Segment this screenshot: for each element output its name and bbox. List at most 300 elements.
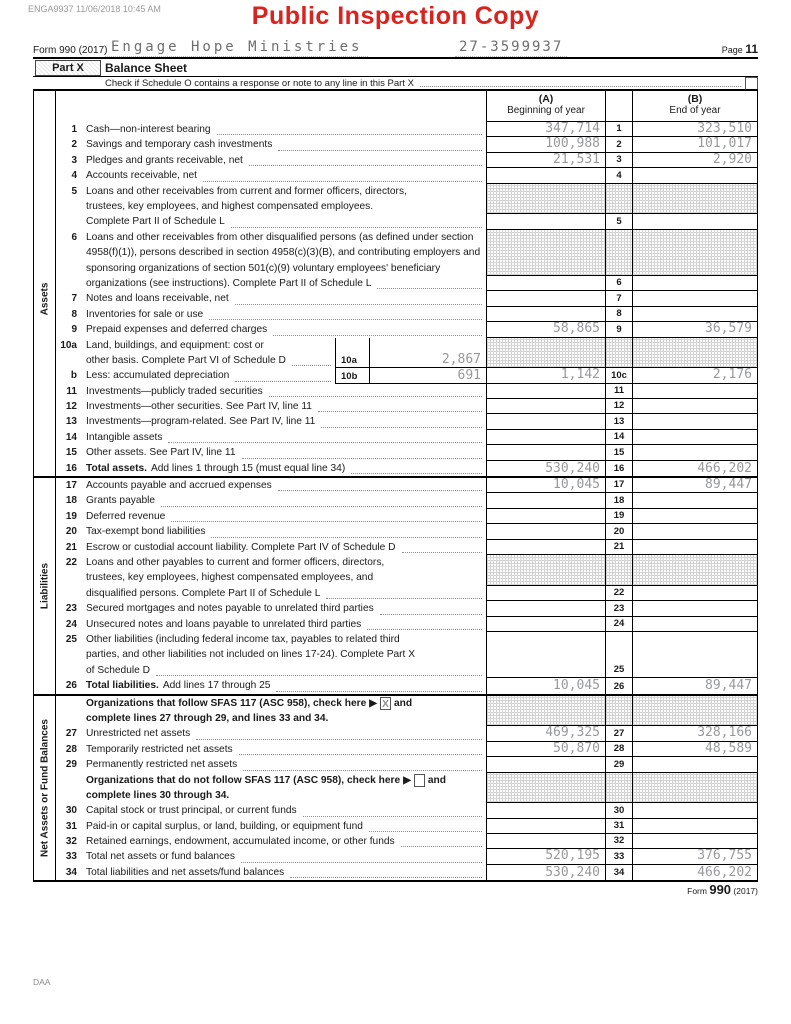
page-label: Page [721, 45, 743, 55]
line-text [86, 555, 486, 570]
line-id [56, 678, 86, 693]
table-row [56, 291, 757, 306]
dotted-leader [217, 122, 482, 135]
line-number-cell [606, 865, 632, 880]
line-text-content: Organizations that follow SFAS 117 (ASC 958), check here [86, 697, 367, 709]
description-header-spacer [56, 91, 486, 122]
footer-form-number: 990 [709, 882, 732, 897]
line-text-content: Pledges and grants receivable, net [86, 154, 243, 166]
value-row [606, 461, 632, 476]
line-description [86, 137, 486, 152]
value-b: 466,202 [697, 460, 752, 476]
section-label: Net Assets or Fund Balances [39, 718, 50, 857]
shaded-area [606, 338, 632, 368]
line-text-content: Capital stock or trust principal, or current funds [86, 805, 297, 817]
value-row [633, 601, 757, 615]
dotted-leader [420, 86, 741, 87]
table-row [56, 153, 757, 168]
value-a-cell [486, 493, 606, 508]
line-id-text: 16 [65, 462, 77, 474]
section-label: Liabilities [39, 562, 50, 609]
line-id-text: 32 [65, 836, 77, 848]
shaded-area [633, 773, 757, 803]
shaded-area [633, 555, 757, 586]
line-text [86, 663, 486, 678]
value-row [633, 757, 757, 771]
line-id [56, 696, 86, 727]
line-id-text: 25 [65, 633, 77, 645]
value-a: 50,870 [553, 740, 600, 756]
dotted-leader [242, 445, 483, 458]
line-number: 26 [613, 680, 625, 692]
table-row [56, 184, 757, 230]
line-description [86, 632, 486, 678]
line-number: 32 [613, 835, 625, 847]
line-bold-text: Total assets. [86, 462, 147, 474]
line-text-content: Total liabilities and net assets/fund balances [86, 866, 285, 878]
shaded-area [487, 338, 605, 368]
table-row [56, 307, 757, 322]
value-b-cell [632, 601, 757, 616]
value-b-cell [632, 478, 757, 493]
table-row [56, 168, 757, 183]
value-row [633, 742, 757, 757]
line-text-block [86, 617, 486, 632]
line-id-text: 8 [71, 308, 77, 320]
value-row [633, 632, 757, 677]
line-id [56, 461, 86, 476]
line-text [86, 322, 486, 337]
shaded-area [633, 696, 757, 726]
schedule-o-check-label: Check if Schedule O contains a response or note to any line in this Part X [105, 78, 414, 89]
table-row [56, 524, 757, 539]
line-text-content: of Schedule D [86, 664, 150, 676]
table-row [56, 322, 757, 337]
line-number-cell [606, 757, 632, 772]
line-text-rest: Add lines 1 through 15 (must equal line 34) [150, 462, 346, 474]
value-b-cell [632, 742, 757, 757]
value-b-cell [632, 338, 757, 369]
line-description [86, 509, 486, 524]
value-row [487, 834, 605, 848]
line-number-cell [606, 540, 632, 555]
value-b-cell [632, 696, 757, 727]
balance-sheet-section [34, 696, 757, 883]
line-description [86, 445, 486, 460]
value-row [633, 137, 757, 152]
line-id-text: 19 [65, 510, 77, 522]
value-b: 48,589 [705, 740, 752, 756]
shaded-area [487, 773, 605, 803]
line-text-content: Less: accumulated depreciation [86, 370, 230, 382]
line-id-text: 13 [65, 416, 77, 428]
non-sfas117-checkbox[interactable] [414, 774, 425, 787]
value-b: 89,447 [705, 477, 752, 493]
line-id-text: 2 [71, 139, 77, 151]
value-row [633, 849, 757, 864]
value-a-cell [486, 322, 606, 337]
line-id [56, 307, 86, 322]
value-row [606, 445, 632, 459]
line-description [86, 601, 486, 616]
line-number-cell [606, 726, 632, 741]
line-number: 22 [613, 587, 625, 599]
line-text [86, 570, 486, 585]
checkbox-x-mark: X [382, 698, 389, 710]
line-text-block [86, 819, 486, 834]
line-description [86, 478, 486, 493]
dotted-leader [161, 493, 482, 506]
line-number: 25 [613, 664, 625, 676]
dotted-leader [326, 586, 482, 599]
value-row [487, 726, 605, 741]
value-a: 520,195 [545, 848, 600, 864]
value-row [606, 414, 632, 428]
value-row [606, 307, 632, 321]
line-text [86, 757, 486, 772]
value-b-cell [632, 819, 757, 834]
value-row [487, 214, 605, 228]
line-text [86, 788, 486, 803]
dotted-leader [249, 153, 482, 166]
value-b-cell [632, 632, 757, 678]
line-number-cell [606, 678, 632, 693]
value-a-cell [486, 461, 606, 476]
value-row [606, 540, 632, 554]
part-x-tab: Part X [35, 60, 101, 76]
value-row [633, 384, 757, 398]
value-a-cell [486, 696, 606, 727]
line-text [86, 524, 486, 539]
value-a-cell [486, 230, 606, 292]
line-id [56, 291, 86, 306]
line-id-text: 10a [60, 339, 77, 351]
value-row [487, 384, 605, 398]
value-row [487, 678, 605, 693]
dotted-leader [241, 849, 482, 862]
line-id [56, 368, 86, 383]
line-number-cell [606, 742, 632, 757]
value-a-cell [486, 819, 606, 834]
line-number: 12 [613, 400, 625, 412]
value-b-cell [632, 153, 757, 168]
line-description [86, 742, 486, 757]
value-row [487, 819, 605, 833]
value-row [487, 524, 605, 538]
table-row [56, 601, 757, 616]
value-a: 347,714 [545, 121, 600, 136]
table-row [56, 414, 757, 429]
value-row [487, 445, 605, 459]
line-text-block [86, 307, 486, 322]
line-text-block [86, 322, 486, 337]
line-id [56, 757, 86, 772]
line-text-content: Complete Part II of Schedule L [86, 216, 225, 228]
subbox-line-label [335, 368, 369, 382]
line-description [86, 291, 486, 306]
line-text [86, 632, 486, 647]
line-text-block [86, 773, 486, 804]
page-header [33, 41, 758, 57]
table-row [56, 555, 757, 601]
dotted-leader [321, 414, 482, 427]
value-row [487, 509, 605, 523]
line-text-block [86, 430, 486, 445]
line-id [56, 430, 86, 445]
line-text-content: trustees, key employees, highest compensated employees, and [86, 572, 374, 584]
table-row [56, 678, 757, 693]
line-id-text: 34 [65, 866, 77, 878]
value-row [487, 137, 605, 152]
dotted-leader [292, 353, 331, 366]
line-text-block [86, 461, 486, 476]
line-id-text: 5 [71, 185, 77, 197]
value-a-cell [486, 478, 606, 493]
line-number-cell [606, 230, 632, 292]
line-text-block [86, 493, 486, 508]
value-row [633, 153, 757, 168]
value-row [606, 726, 632, 740]
line-text-content: Total net assets or fund balances [86, 851, 235, 863]
line-text-content: Temporarily restricted net assets [86, 743, 233, 755]
line-id [56, 184, 86, 230]
value-row [633, 834, 757, 848]
part-title: Balance Sheet [105, 61, 188, 75]
line-description [86, 230, 486, 292]
line-number: 33 [613, 850, 625, 862]
line-text [86, 368, 335, 383]
value-b-cell [632, 137, 757, 152]
dotted-leader [401, 834, 482, 847]
value-row [606, 493, 632, 507]
line-id [56, 399, 86, 414]
line-number: 20 [613, 525, 625, 537]
value-row [633, 214, 757, 228]
value-b: 2,176 [712, 367, 752, 383]
line-number: 27 [613, 727, 625, 739]
line-text-content: Land, buildings, and equipment: cost or [86, 339, 264, 351]
value-row [487, 757, 605, 771]
line-text [86, 586, 486, 601]
line-number-cell [606, 803, 632, 818]
value-row [633, 368, 757, 383]
subbox-amount-value: 691 [457, 367, 481, 383]
line-number: 34 [613, 867, 625, 879]
line-text [86, 865, 486, 880]
arrow-icon: ▶ [403, 774, 411, 786]
value-row [606, 632, 632, 677]
table-row [56, 773, 757, 804]
value-row [487, 586, 605, 600]
column-b-subtitle: End of year [669, 105, 721, 116]
section-sidebar [34, 122, 56, 476]
line-description [86, 834, 486, 849]
balance-sheet-section [34, 478, 757, 696]
value-a-cell [486, 601, 606, 616]
value-row [606, 214, 632, 228]
line-description [86, 168, 486, 183]
line-text [86, 276, 486, 291]
table-row [56, 632, 757, 678]
line-text [86, 509, 486, 524]
dotted-leader [276, 678, 482, 691]
value-row [606, 849, 632, 863]
value-row [633, 399, 757, 413]
value-row [606, 384, 632, 398]
value-b-cell [632, 773, 757, 804]
line-text [86, 647, 486, 662]
value-b-cell [632, 678, 757, 693]
line-number: 11 [613, 385, 625, 397]
subbox-amount-value: 2,867 [441, 352, 481, 368]
line-text-block [86, 803, 486, 818]
line-description [86, 368, 486, 383]
value-row [633, 819, 757, 833]
line-description [86, 322, 486, 337]
value-row [633, 461, 757, 476]
line-text-block [86, 865, 486, 880]
line-number: 19 [613, 510, 625, 522]
value-a: 10,045 [553, 678, 600, 694]
value-b-cell [632, 291, 757, 306]
line-id [56, 726, 86, 741]
column-header-row [34, 91, 757, 122]
line-id [56, 819, 86, 834]
line-text-block [86, 137, 486, 152]
value-a-cell [486, 509, 606, 524]
dotted-leader [303, 803, 482, 816]
value-row [606, 678, 632, 693]
value-row [487, 414, 605, 428]
value-row [606, 586, 632, 600]
line-description [86, 384, 486, 399]
line-text-block [86, 726, 486, 741]
shaded-area [633, 230, 757, 276]
shaded-area [606, 184, 632, 215]
land-equipment-subbox [335, 368, 486, 383]
value-row [487, 322, 605, 337]
line-id [56, 524, 86, 539]
shaded-area [606, 773, 632, 803]
line-text-block [86, 540, 486, 555]
line-number: 18 [613, 494, 625, 506]
line-text-content: Accounts payable and accrued expenses [86, 480, 272, 492]
table-row [56, 834, 757, 849]
line-text-content: Loans and other payables to current and former officers, directors, [86, 557, 385, 568]
line-number-cell [606, 849, 632, 864]
line-id [56, 849, 86, 864]
checkbox-suffix-text: and [427, 774, 447, 786]
value-b-cell [632, 834, 757, 849]
line-text-content: Retained earnings, endowment, accumulated income, or other funds [86, 836, 395, 848]
line-text-content: 4958(f)(1)), persons described in section 4958(c)(3)(B), and contributing employers and [86, 247, 481, 259]
value-row [633, 478, 757, 493]
line-text [86, 803, 486, 818]
footer-form-word: Form [687, 886, 707, 896]
line-text [86, 849, 486, 864]
value-row [487, 601, 605, 615]
line-text-block [86, 122, 486, 137]
dotted-leader [168, 430, 482, 443]
line-text [86, 430, 486, 445]
value-a-cell [486, 834, 606, 849]
land-equipment-subbox [335, 338, 486, 369]
value-b-cell [632, 617, 757, 632]
value-b: 328,166 [697, 725, 752, 741]
value-b-cell [632, 184, 757, 230]
line-description [86, 678, 486, 693]
line-text-content: Unsecured notes and loans payable to unrelated third parties [86, 618, 362, 630]
section-sidebar [34, 478, 56, 694]
value-row [606, 368, 632, 382]
value-row [633, 430, 757, 444]
line-text-content: Investments—program-related. See Part IV, line 11 [86, 416, 316, 428]
form-number-label: Form 990 (2017) [33, 45, 108, 56]
line-id [56, 509, 86, 524]
dotted-leader [235, 368, 331, 381]
value-b-cell [632, 493, 757, 508]
line-description [86, 524, 486, 539]
form-footer [687, 882, 758, 897]
line-text-content: trustees, key employees, and highest compensated employees. [86, 200, 374, 212]
line-text-content: Investments—publicly traded securities [86, 385, 263, 397]
value-row [633, 414, 757, 428]
dotted-leader [402, 540, 482, 553]
sfas117-checkbox[interactable] [380, 697, 391, 710]
line-text-content: Unrestricted net assets [86, 728, 191, 740]
line-id-text: 11 [66, 385, 77, 397]
line-text-block [86, 509, 486, 524]
line-description [86, 773, 486, 804]
dotted-leader [351, 461, 482, 474]
line-number: 2 [616, 138, 622, 150]
footer-form-year: (2017) [733, 886, 758, 896]
section-rows [56, 122, 757, 476]
dotted-leader [380, 601, 482, 614]
line-description [86, 414, 486, 429]
value-b-cell [632, 524, 757, 539]
value-row [487, 276, 605, 290]
line-number-cell [606, 461, 632, 476]
line-text-block [86, 291, 486, 306]
value-row [633, 322, 757, 337]
value-row [606, 430, 632, 444]
line-text-block [86, 414, 486, 429]
line-text [86, 617, 486, 632]
value-b: 466,202 [697, 864, 752, 880]
line-number: 29 [613, 758, 625, 770]
line-text [86, 261, 486, 276]
value-row [606, 803, 632, 817]
line-number: 15 [613, 446, 625, 458]
section-rows [56, 478, 757, 694]
line-text [86, 461, 486, 476]
line-text-content: Inventories for sale or use [86, 308, 204, 320]
line-text-content: organizations (see instructions). Complete Part II of Schedule L [86, 277, 372, 289]
dotted-leader [269, 384, 482, 397]
line-text-block [86, 601, 486, 616]
line-text [86, 773, 486, 788]
line-id-text: 17 [65, 480, 77, 492]
line-id [56, 803, 86, 818]
line-number-cell [606, 184, 632, 230]
line-description [86, 153, 486, 168]
line-id-text: 23 [65, 603, 77, 615]
line-text-block [86, 478, 486, 493]
value-row [633, 122, 757, 137]
value-b-cell [632, 384, 757, 399]
line-description [86, 849, 486, 864]
